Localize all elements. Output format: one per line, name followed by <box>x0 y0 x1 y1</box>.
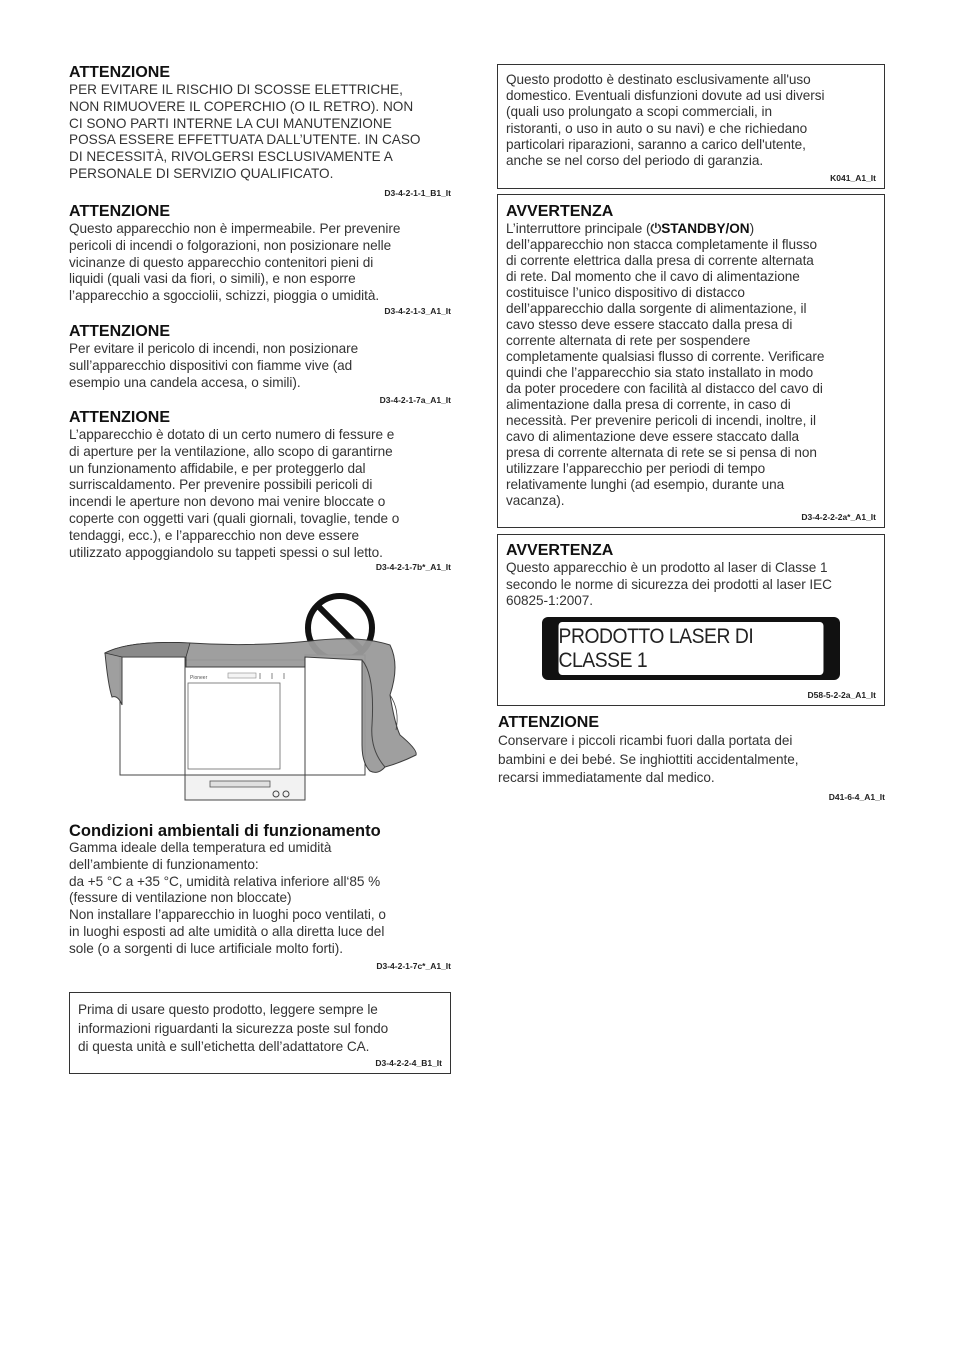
doc-code: D3-4-2-2-4_B1_It <box>375 1058 442 1068</box>
doc-code: D58-5-2-2a_A1_It <box>807 690 876 700</box>
doc-code: D41-6-4_A1_It <box>828 791 885 802</box>
section-attenzione-small-parts <box>498 714 885 803</box>
section-attenzione-2 <box>69 203 451 317</box>
doc-code: D3-4-2-1-7a_A1_It <box>379 395 451 406</box>
laser-class-text: PRODOTTO LASER DI CLASSE 1 <box>559 622 824 675</box>
body-text: L’apparecchio è dotato di un certo numero di fessure e di aperture per la ventilazione, allo scopo di garantirne un funzionamento affidabile, e per proteggerlo dal surriscaldamento. Per prevenire possibili pericoli di incendi le aperture non devono mai venire bloccate o coperte con oggetti vari (quali giornali, tovaglie, tende o tendaggi, ecc.), e l’apparecchio non deve essere utilizzato appoggiandolo su tappeti spessi o sul letto. <box>69 427 400 560</box>
body-text: Gamma ideale della temperatura ed umidità dell’ambiente di funzionamento: da +5 °C a +35 °C, umidità relativa inferiore all‘85 % (fessure di ventilazione non bloccate) Non installare l’apparecchio in luoghi poco ventilati, o in luoghi esposti ad alte umidità o alla diretta luce del sole (o a sorgenti di luce artificiale molto forti). <box>69 840 386 956</box>
body-text: Questo apparecchio non è impermeabile. Per prevenire pericoli di incendi o folgorazioni, non posizionare nelle vicinanze di questo apparecchio contenitori pieni di liquidi (quali vasi da fiori, o simili), e non esporre l’apparecchio a sgocciolii, schizzi, pioggia o umidità. <box>69 221 401 304</box>
section-attenzione-1 <box>69 64 451 199</box>
avvertenza-power-box <box>497 194 885 528</box>
doc-code: D3-4-2-1-7c*_A1_It <box>376 960 451 971</box>
heading: ATTENZIONE <box>69 64 171 81</box>
heading: ATTENZIONE <box>69 203 171 220</box>
domestic-use-box <box>497 64 885 189</box>
section-attenzione-3 <box>69 323 451 406</box>
heading: ATTENZIONE <box>69 409 171 426</box>
doc-code: K041_A1_It <box>830 173 876 183</box>
body-text: Prima di usare questo prodotto, leggere sempre le informazioni riguardanti la sicurezza poste sul fondo di questa unità e sull’etichetta dell’adattatore CA. <box>78 1002 389 1054</box>
body-text: PER EVITARE IL RISCHIO DI SCOSSE ELETTRICHE, NON RIMUOVERE IL COPERCHIO (O IL RETRO). NON CI SONO PARTI INTERNE LA CUI MANUTENZIONE POSSA ESSERE EFFETTUATA DALL’UTENTE. IN CASO DI NECESSITÀ, RIVOLGERSI ESCLUSIVAMENTE A PERSONALE DI SERVIZIO QUALIFICATO. <box>69 82 421 181</box>
heading: Condizioni ambientali di funzionamento <box>69 822 381 840</box>
section-attenzione-4 <box>69 409 451 573</box>
body-text: Questo apparecchio è un prodotto al laser di Classe 1 secondo le norme di sicurezza dei prodotti al laser IEC 60825-1:2007. <box>506 560 832 608</box>
heading: AVVERTENZA <box>506 542 614 559</box>
heading: AVVERTENZA <box>506 203 614 220</box>
ventilation-warning-illustration <box>100 585 430 805</box>
power-icon: ⏻ <box>650 221 662 236</box>
laser-class-label <box>542 617 840 680</box>
heading: ATTENZIONE <box>498 714 600 731</box>
avvertenza-laser-box <box>497 534 885 706</box>
body-text: Questo prodotto è destinato esclusivamente all'uso domestico. Eventuali disfunzioni dovute ad usi diversi (quali uso prolungato a scopi commerciali, in ristoranti, o uso in auto o su navi) e che richiedano particolari riparazioni, saranno a carico dell'utente, anche se nel corso del periodo di garanzia. <box>506 72 825 169</box>
safety-info-box <box>69 992 451 1074</box>
brand-logo: Pioneer <box>190 675 208 681</box>
standby-on-label: STANDBY/ON <box>661 221 750 236</box>
section-conditions <box>69 822 451 972</box>
body-text: Per evitare il pericolo di incendi, non posizionare sull’apparecchio dispositivi con fiamme vive (ad esempio una candela accesa, o simili). <box>69 341 359 390</box>
doc-code: D3-4-2-1-7b*_A1_It <box>375 562 451 573</box>
body-text: Conservare i piccoli ricambi fuori dalla portata dei bambini e dei bebé. Se inghiottiti accidentalmente, recarsi immediatamente dal medico. <box>498 733 799 785</box>
doc-code: D3-4-2-2-2a*_A1_It <box>801 512 876 522</box>
body-text: L’interruttore principale (⏻STANDBY/ON) dell’apparecchio non stacca completamente il flusso di corrente elettrica dalla presa di corrente alternata di rete. Dal momento che il cavo di alimentazione costituisce l’unico dispositivo di distacco dell’apparecchio dalla sorgente di alimentazione, il cavo stesso deve essere staccato dalla presa di corrente alternata di rete per sospendere completamente qualsiasi flusso di corrente. Verificare quindi che l’apparecchio sia stato installato in modo da poter procedere con facilità al distacco del cavo di alimentazione dalla presa di corrente, in caso di necessità. Per prevenire pericoli di incendi, inoltre, il cavo di alimentazione deve essere staccato dalla presa di corrente alternata di rete se si pensa di non utilizzare l’apparecchio per periodi di tempo relativamente lunghi (ad esempio, durante una vacanza). <box>506 221 825 508</box>
heading: ATTENZIONE <box>69 323 171 340</box>
doc-code: D3-4-2-1-3_A1_It <box>384 305 451 316</box>
doc-code: D3-4-2-1-1_B1_It <box>384 187 451 198</box>
